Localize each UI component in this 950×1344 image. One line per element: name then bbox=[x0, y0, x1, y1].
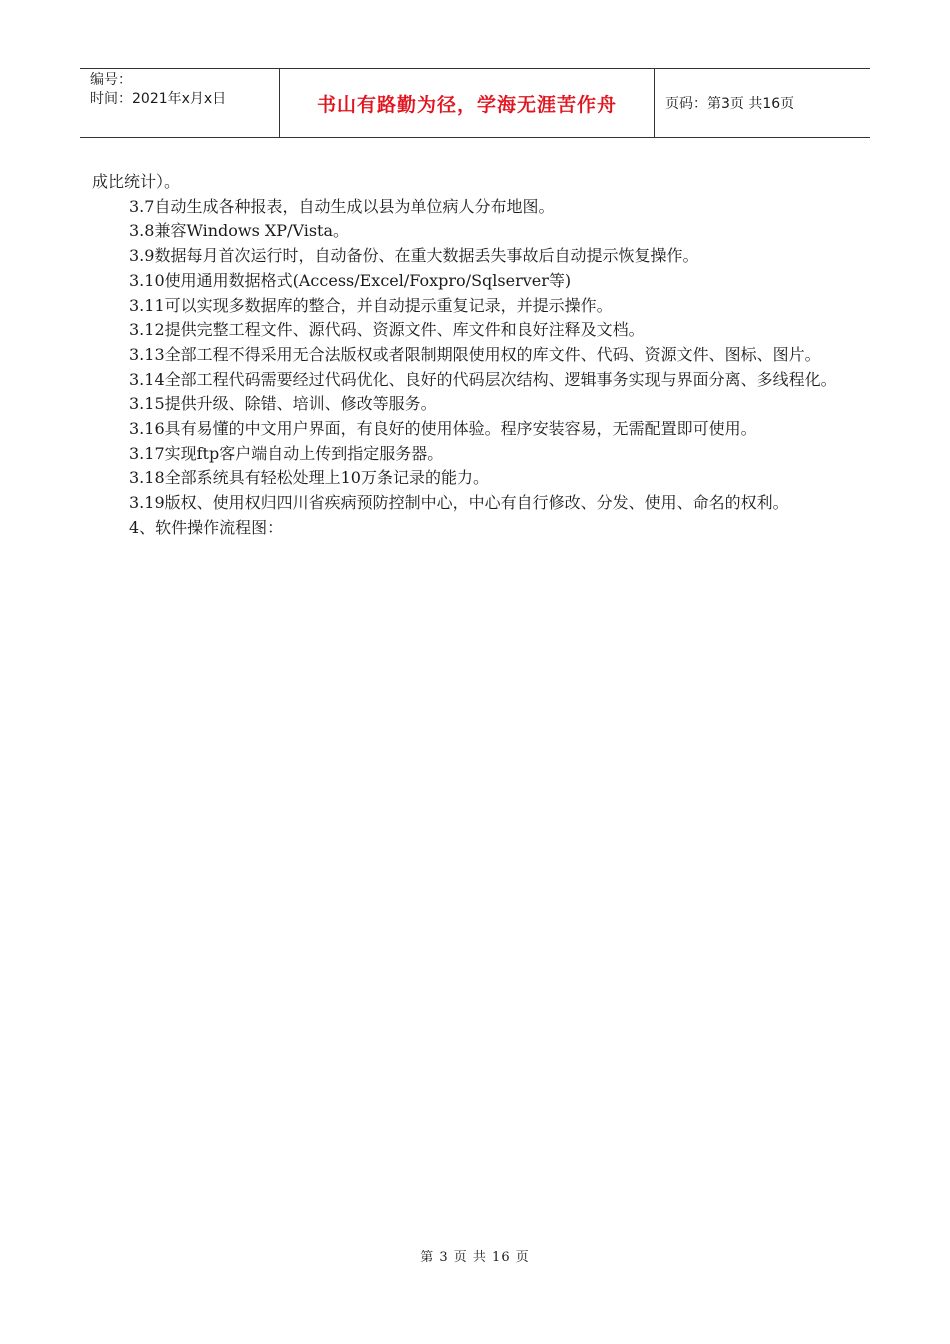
page-footer: 第 3 页 共 16 页 bbox=[420, 1250, 530, 1265]
document-number-label: 编号： bbox=[90, 72, 132, 88]
body-paragraph: 4、软件操作流程图： bbox=[129, 517, 284, 537]
page-header bbox=[80, 68, 870, 138]
body-paragraph: 3.10使用通用数据格式(Access/Excel/Foxpro/Sqlserver等) bbox=[129, 270, 572, 290]
body-paragraph: 3.16具有易懂的中文用户界面，有良好的使用体验。程序安装容易，无需配置即可使用。 bbox=[129, 419, 757, 439]
header-motto: 书山有路勤为径，学海无涯苦作舟 bbox=[280, 69, 655, 137]
body-paragraph: 成比统计）。 bbox=[92, 172, 181, 191]
body-paragraph: 3.7自动生成各种报表，自动生成以县为单位病人分布地图。 bbox=[129, 196, 555, 216]
body-paragraph: 3.14全部工程代码需要经过代码优化、良好的代码层次结构、逻辑事务实现与界面分离、多线程化。 bbox=[129, 369, 837, 389]
body-paragraph: 3.8兼容Windows XP/Vista。 bbox=[129, 221, 350, 241]
body-paragraph: 3.18全部系统具有轻松处理上10万条记录的能力。 bbox=[129, 468, 489, 488]
document-time-label: 时间：2021年x月x日 bbox=[90, 91, 227, 107]
body-paragraph: 3.9数据每月首次运行时，自动备份、在重大数据丢失事故后自动提示恢复操作。 bbox=[129, 246, 699, 266]
body-paragraph: 3.15提供升级、除错、培训、修改等服务。 bbox=[129, 394, 437, 414]
body-paragraph: 3.13全部工程不得采用无合法版权或者限制期限使用权的库文件、代码、资源文件、图标、图片。 bbox=[129, 344, 821, 364]
document-body bbox=[92, 170, 862, 541]
header-meta bbox=[80, 69, 280, 137]
body-paragraph: 3.17实现ftp客户端自动上传到指定服务器。 bbox=[129, 443, 444, 463]
body-paragraph: 3.19版权、使用权归四川省疾病预防控制中心，中心有自行修改、分发、使用、命名的权利。 bbox=[129, 493, 789, 513]
body-paragraph: 3.11可以实现多数据库的整合，并自动提示重复记录，并提示操作。 bbox=[129, 295, 613, 315]
header-page-info: 页码：第3页 共16页 bbox=[665, 96, 795, 112]
body-paragraph: 3.12提供完整工程文件、源代码、资源文件、库文件和良好注释及文档。 bbox=[129, 320, 645, 340]
